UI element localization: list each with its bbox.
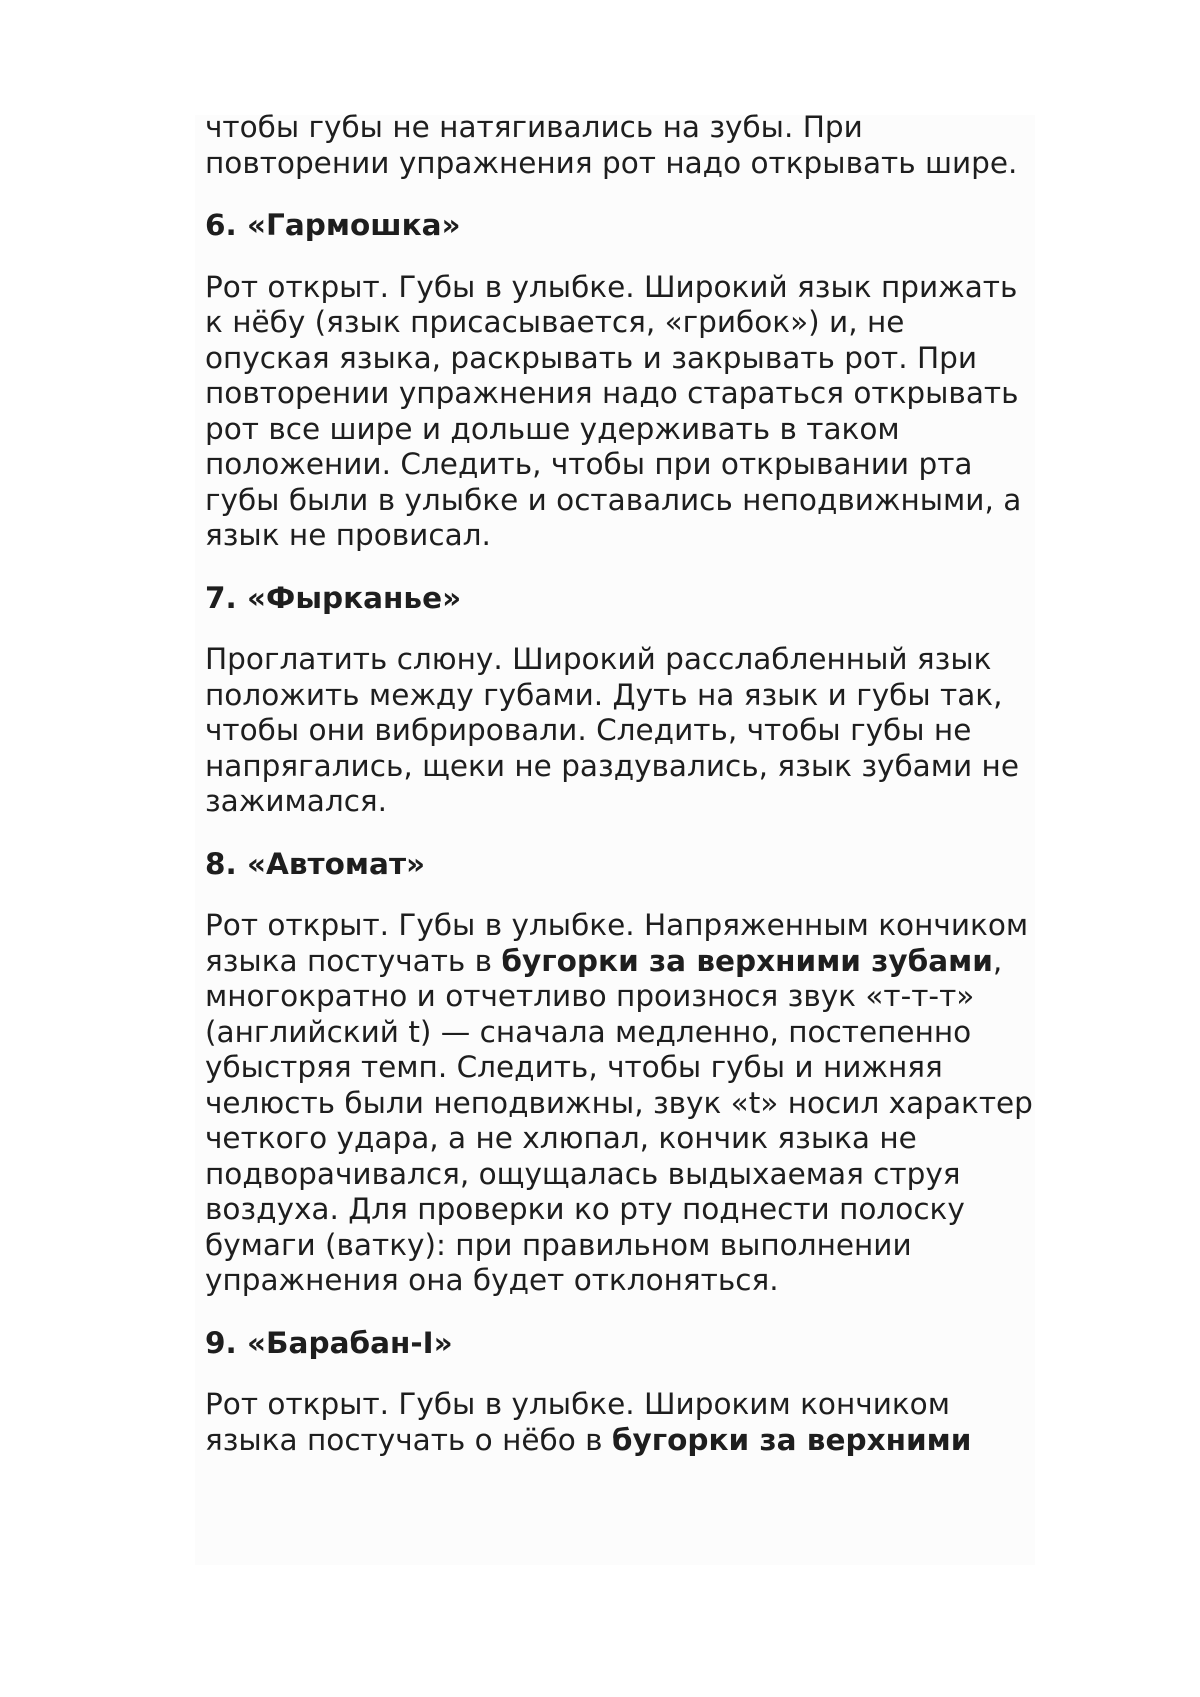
section-text-baraban <box>205 1387 1035 1458</box>
bold-text-segment: бугорки за верхними зубами <box>501 943 993 978</box>
section-text-avtomat <box>205 908 1035 1299</box>
text-segment: Рот открыт. Губы в улыбке. Напряженным кончиком языка постучать в <box>205 908 1029 978</box>
section-heading-garmoshka: 6. «Гармошка» <box>205 208 461 242</box>
document-body <box>205 110 1035 1485</box>
intro-paragraph: чтобы губы не натягивались на зубы. При повторении упражнения рот надо открывать шире. <box>205 110 1018 180</box>
text-segment: Рот открыт. Губы в улыбке. Широким кончиком языка постучать о нёбо в <box>205 1387 950 1457</box>
section-text-garmoshka: Рот открыт. Губы в улыбке. Широкий язык прижать к нёбу (язык присасывается, «грибок») и, не опуская языка, раскрывать и закрывать рот. При повторении упражнения надо стараться открывать рот все шире и дольше удерживать в таком положении. Следить, чтобы при открывании рта губы были в улыбке и оставались неподвижными, а язык не провисал. <box>205 269 1022 552</box>
section-heading-fyrkanye: 7. «Фырканье» <box>205 580 462 615</box>
section-heading-baraban: 9. «Барабан-I» <box>205 1325 453 1360</box>
bold-text-segment: бугорки за верхними <box>611 1422 972 1457</box>
section-heading-avtomat: 8. «Автомат» <box>205 846 426 881</box>
text-segment: , многократно и отчетливо произнося звук «т-т-т» (английский t) — сначала медленно, постепенно убыстряя темп. Следить, чтобы губы и нижняя челюсть были неподвижны, звук «t» носил характер четкого удара, а не хлюпал, кончик языка не подворачивался, ощущалась выдыхаемая струя воздуха. Для проверки ко рту поднести полоску бумаги (ватку): при правильном выполнении упражнения она будет отклоняться. <box>205 943 1033 1297</box>
section-text-fyrkanye: Проглатить слюну. Широкий расслабленный язык положить между губами. Дуть на язык и губы так, чтобы они вибрировали. Следить, чтобы губы не напрягались, щеки не раздувались, язык зубами не зажимался. <box>205 642 1019 818</box>
